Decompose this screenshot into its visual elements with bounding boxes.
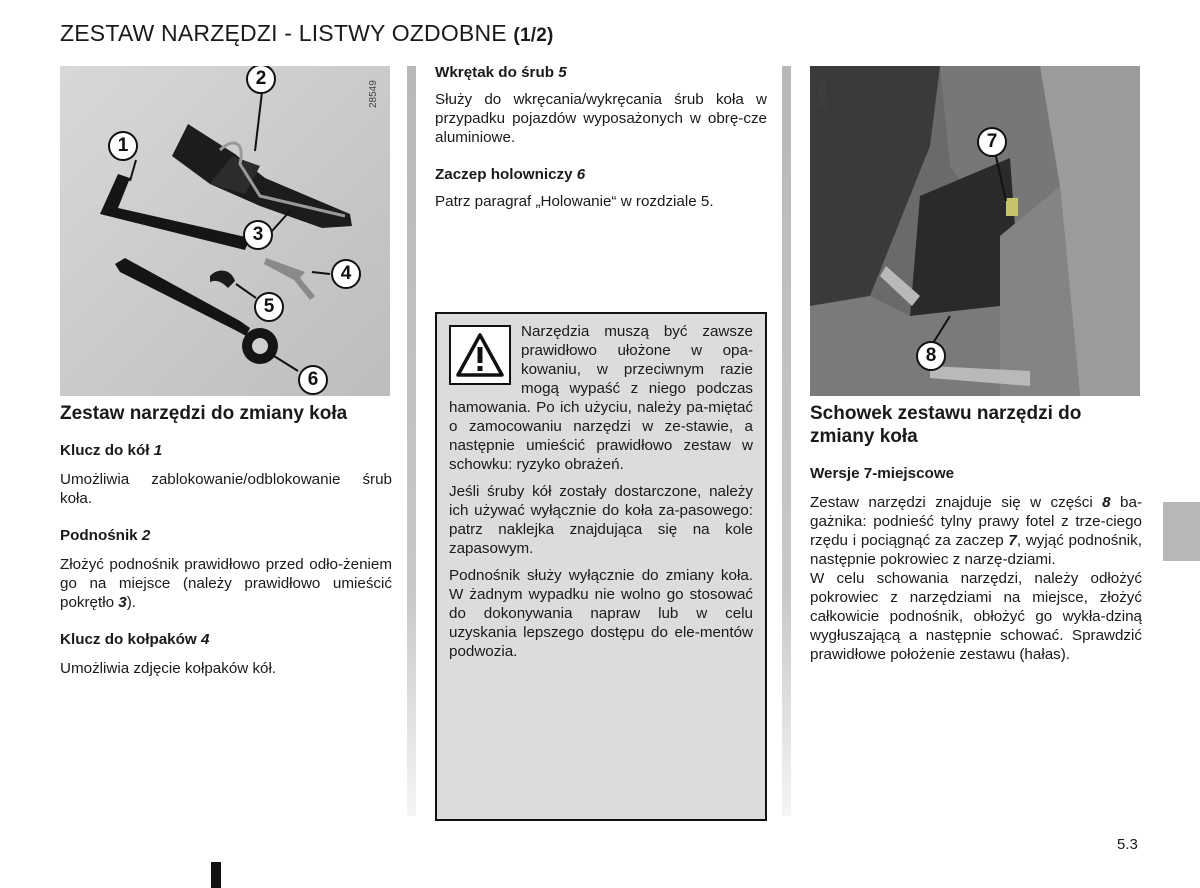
callout-6: 6 — [298, 365, 328, 395]
page-title-text: ZESTAW NARZĘDZI - LISTWY OZDOBNE — [60, 20, 507, 46]
warning-paragraph: Podnośnik służy wyłącznie do zmiany koła. W żadnym wypadku nie wolno go stosować do dokonywania napraw lub w celu uzyskania lepszego dostępu do ele-mentów podwozia. — [449, 567, 753, 660]
item-heading — [60, 630, 392, 649]
callout-4: 4 — [331, 259, 361, 289]
middle-column — [435, 63, 767, 229]
left-column — [60, 402, 392, 696]
item-text: Patrz paragraf „Holowanie“ w rozdziale 5. — [435, 193, 714, 210]
inline-ref: 7 — [1008, 532, 1017, 549]
item-heading — [60, 441, 392, 460]
callout-3: 3 — [243, 220, 273, 250]
item-label: Wkrętak do śrub — [435, 64, 554, 81]
warning-box — [435, 312, 767, 821]
warning-paragraph: Jeśli śruby kół zostały dostarczone, należy ich używać wyłącznie do koła za-pasowego: patrz naklejka znajdująca się na kole zapasowym. — [449, 483, 753, 557]
column-separator-1 — [407, 66, 416, 816]
callout-8: 8 — [916, 341, 946, 371]
section-title: Schowek zestawu narzędzi do zmiany koła — [810, 403, 1082, 447]
crop-mark — [211, 862, 221, 888]
page-number: 5.3 — [1117, 836, 1138, 853]
text-part: , wyjąć podnośnik, następnie pokrowiec z narzę-dziami. — [810, 532, 1142, 568]
callout-1: 1 — [108, 131, 138, 161]
text-part: ba-gażnika: podnieść tylny prawy fotel z trze-ciego rzędu i pociągnąć za zaczep — [810, 494, 1143, 549]
item-label: Zaczep holowniczy — [435, 166, 573, 183]
callout-7: 7 — [977, 127, 1007, 157]
figure-ref-code: 29052 — [818, 80, 829, 108]
item-text: Umożliwia zdjęcie kołpaków kół. — [60, 660, 277, 677]
inline-ref: 3 — [118, 594, 127, 611]
item-text: Umożliwia zablokowanie/odblokowanie śrub koła. — [60, 471, 392, 507]
tool-kit-illustration — [60, 66, 390, 396]
storage-photo — [810, 66, 1140, 396]
item-label: Klucz do kół — [60, 442, 150, 459]
item-text: W celu schowania narzędzi, należy odłożyć pokrowiec z narzędziami na miejsce, złożyć całkowicie podnośnik, obłożyć go wykła-dziną wygłuszającą a następnie schować. Sprawdzić prawidłowe położenie zestawu (hałas). — [810, 570, 1142, 663]
item-ref: 4 — [200, 631, 210, 648]
right-column — [810, 402, 1142, 682]
figure-ref-code: 28549 — [368, 80, 379, 108]
item-text: Służy do wkręcania/wykręcania śrub koła w przypadku pojazdów wyposażonych w obrę-cze aluminiowe. — [435, 91, 767, 146]
chapter-tab — [1163, 502, 1200, 561]
item-ref: 6 — [576, 166, 586, 183]
section-title: Zestaw narzędzi do zmiany koła — [60, 403, 348, 424]
tool-kit-photo — [60, 66, 390, 396]
column-separator-2 — [782, 66, 791, 816]
text-part: ). — [126, 594, 136, 611]
trunk-storage-illustration — [810, 66, 1140, 396]
warning-triangle-icon — [449, 325, 511, 385]
text-part: Zestaw narzędzi znajduje się w części — [810, 494, 1103, 511]
item-text — [60, 555, 392, 612]
item-heading — [435, 165, 767, 184]
item-ref: 2 — [141, 527, 151, 544]
page-title — [60, 20, 554, 47]
callout-5: 5 — [254, 292, 284, 322]
page-title-part: (1/2) — [513, 25, 554, 46]
item-label: Klucz do kołpaków — [60, 631, 197, 648]
item-heading — [60, 526, 392, 545]
inline-ref: 8 — [1102, 494, 1111, 511]
item-heading: Wersje 7-miejscowe — [810, 465, 955, 482]
item-text — [810, 493, 1142, 569]
callout-2: 2 — [246, 66, 276, 94]
item-heading — [435, 63, 767, 82]
item-label: Podnośnik — [60, 527, 138, 544]
warning-paragraph: Narzędzia muszą być zawsze prawidłowo ułożone w opa-kowaniu, w przeciwnym razie mogą wypaść z niego podczas hamowania. Po ich użyciu, należy pa-miętać o zamocowaniu narzędzi w ze-stawie, a następnie umieścić prawidłowo zestaw w schowku: ryzyko obrażeń. — [449, 323, 753, 473]
text-part: Złożyć podnośnik prawidłowo przed odło-żeniem go na miejsce (należy prawidłowo umieścić pokrętło — [60, 556, 392, 611]
item-ref: 5 — [558, 64, 567, 81]
item-ref: 1 — [153, 442, 163, 459]
